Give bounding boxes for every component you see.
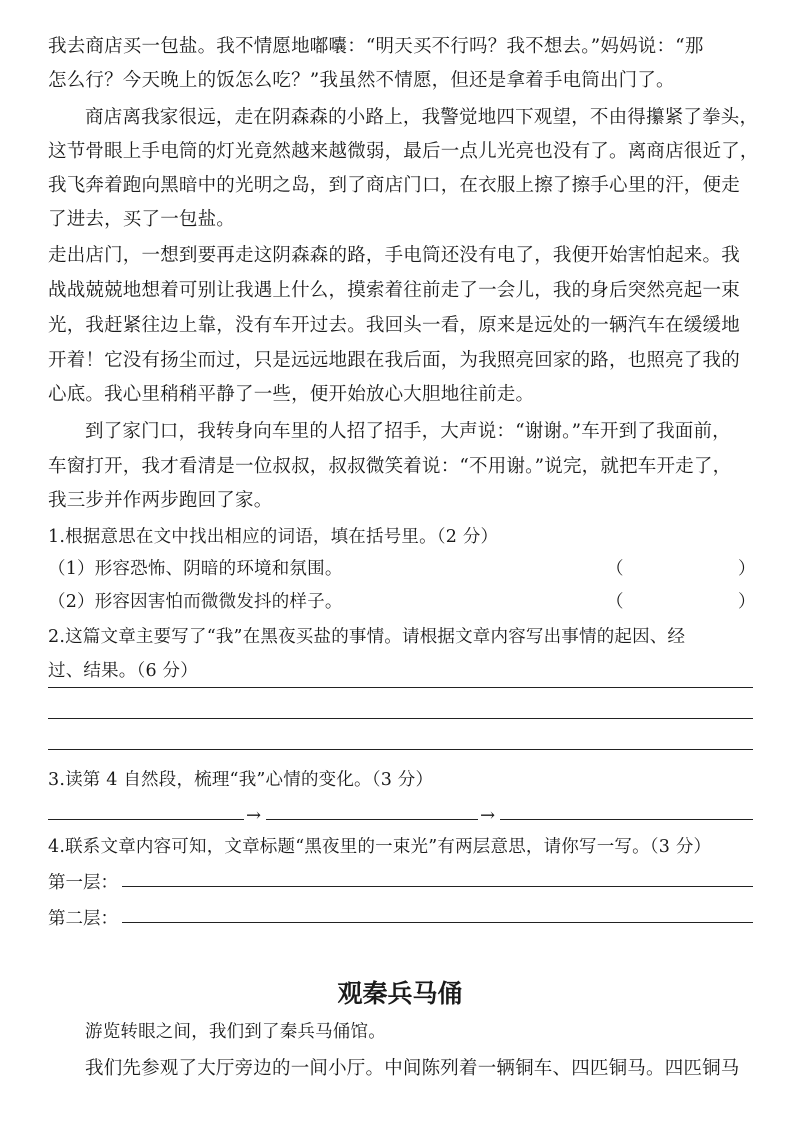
question-2-prompt: 过、结果。（6 分） [48,661,198,681]
answer-blank-q1-2[interactable] [626,589,734,615]
passage-line: 这节骨眼上手电筒的灯光竟然越来越微弱，最后一点儿光亮也没有了。离商店很近了， [48,141,759,162]
answer-paren-close: ） [738,592,756,612]
answer-line-q4-1[interactable] [122,886,753,887]
passage-line: 游览转眼之间，我们到了秦兵马俑馆。 [85,1022,386,1042]
passage-line: 商店离我家很远，走在阴森森的小路上，我警觉地四下观望，不由得攥紧了拳头， [85,107,759,128]
answer-line-q2[interactable] [48,718,753,719]
arrow-icon: → [480,805,496,826]
passage-line: 光，我赶紧往边上靠，没有车开过去。我回头一看，原来是远处的一辆汽车在缓缓地 [48,315,740,336]
answer-line-q3-3[interactable] [500,819,753,820]
question-2-prompt: 2.这篇文章主要写了“我”在黑夜买盐的事情。请根据文章内容写出事情的起因、经 [48,627,686,647]
passage-line: 怎么行？今天晚上的饭怎么吃？”我虽然不情愿，但还是拿着手电筒出门了。 [48,70,675,91]
passage-line: 车窗打开，我才看清是一位叔叔，叔叔微笑着说：“不用谢。”说完，就把车开走了， [48,456,732,477]
answer-line-q2[interactable] [48,687,753,688]
answer-line-q3-2[interactable] [266,819,478,820]
passage-line: 我飞奔着跑向黑暗中的光明之岛，到了商店门口，在衣服上擦了擦手心里的汗，便走 [48,175,740,196]
question-1-item-2: （2）形容因害怕而微微发抖的样子。 [48,592,343,612]
answer-line-q2[interactable] [48,749,753,750]
answer-line-q3-1[interactable] [48,819,244,820]
passage-line: 到了家门口，我转身向车里的人招了招手，大声说：“谢谢。”车开到了我面前， [85,421,731,442]
arrow-icon: → [246,805,262,826]
passage-line: 了进去，买了一包盐。 [48,209,236,230]
passage-line: 我们先参观了大厅旁边的一间小厅。中间陈列着一辆铜车、四匹铜马。四匹铜马 [85,1058,740,1079]
passage-line: 心底。我心里稍稍平静了一些，便开始放心大胆地往前走。 [48,384,535,405]
question-1-prompt: 1.根据意思在文中找出相应的词语，填在括号里。（2 分） [48,527,499,547]
answer-line-q4-2[interactable] [122,922,753,923]
answer-paren-close: ） [738,559,756,579]
layer-1-label: 第一层： [48,873,118,893]
answer-paren-open: （ [606,559,624,579]
passage-line: 开着！它没有扬尘而过，只是远远地跟在我后面，为我照亮回家的路，也照亮了我的 [48,350,740,371]
answer-blank-q1-1[interactable] [626,556,734,582]
passage-line: 我三步并作两步跑回了家。 [48,490,273,511]
passage-line: 战战兢兢地想着可别让我遇上什么，摸索着往前走了一会儿，我的身后突然亮起一束 [48,280,740,301]
passage-line: 我去商店买一包盐。我不情愿地嘟囔：“明天买不行吗？我不想去。”妈妈说：“那 [48,36,704,57]
passage-line: 走出店门，一想到要再走这阴森森的路，手电筒还没有电了，我便开始害怕起来。我 [48,245,740,266]
question-1-item-1: （1）形容恐怖、阴暗的环境和氛围。 [48,559,343,579]
layer-2-label: 第二层： [48,909,118,929]
question-4-prompt: 4.联系文章内容可知，文章标题“黑夜里的一束光”有两层意思，请你写一写。（3 分） [48,837,712,857]
passage-title: 观秦兵马俑 [337,979,463,1008]
question-3-prompt: 3.读第 4 自然段，梳理“我”心情的变化。（3 分） [48,770,434,790]
answer-paren-open: （ [606,592,624,612]
